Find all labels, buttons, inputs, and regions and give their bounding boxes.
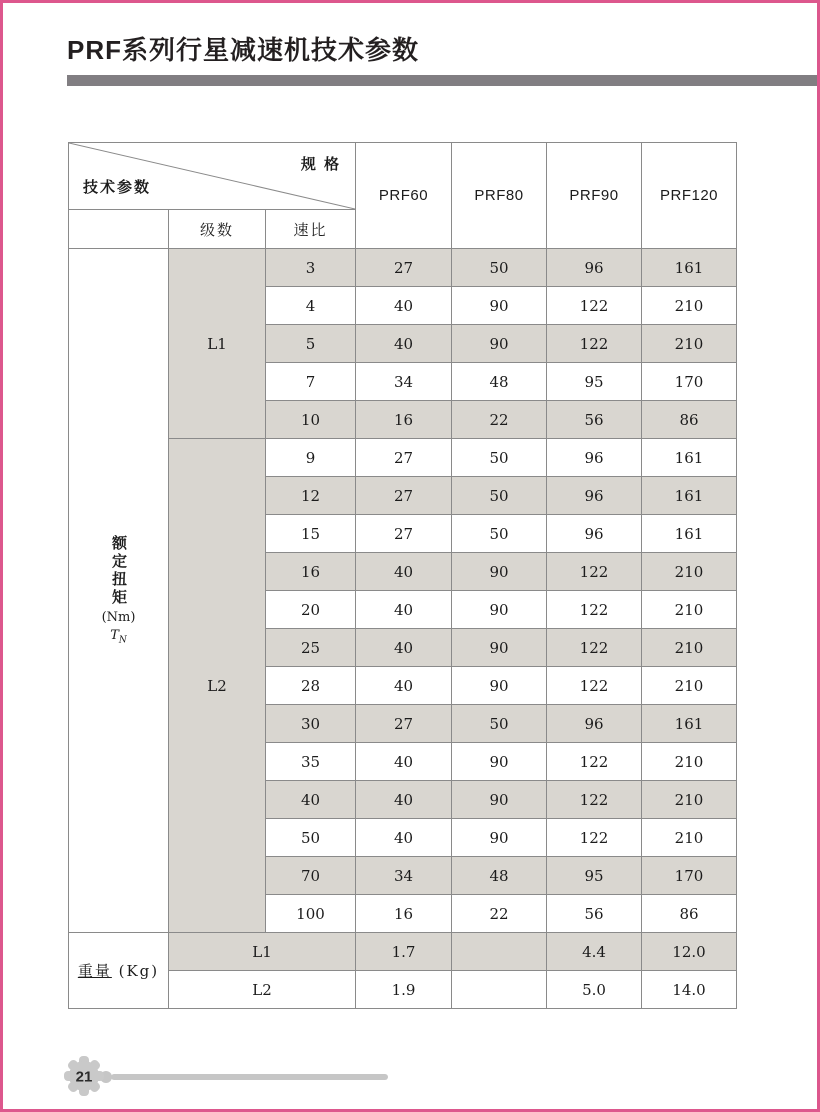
value-cell: 40 (356, 819, 452, 857)
page-number-badge (61, 1053, 107, 1104)
value-cell: 14.0 (642, 971, 737, 1009)
spec-table (68, 142, 737, 1009)
value-cell: 90 (452, 781, 547, 819)
torque-symbol: $T_N$ (110, 628, 127, 646)
value-cell: 96 (547, 705, 642, 743)
value-cell: 40 (356, 591, 452, 629)
ratio-cell: 30 (266, 705, 356, 743)
value-cell: 50 (452, 515, 547, 553)
gear-icon (61, 1053, 107, 1099)
value-cell: 96 (547, 439, 642, 477)
value-cell: 40 (356, 287, 452, 325)
value-cell: 161 (642, 515, 737, 553)
value-cell: 161 (642, 705, 737, 743)
col-header-prf80: PRF80 (452, 143, 547, 249)
title-underline-bar (67, 75, 817, 86)
table-row (69, 933, 737, 971)
value-cell: 122 (547, 287, 642, 325)
value-cell: 210 (642, 819, 737, 857)
value-cell: 96 (547, 515, 642, 553)
value-cell (452, 933, 547, 971)
value-cell: 16 (356, 895, 452, 933)
value-cell: 4.4 (547, 933, 642, 971)
value-cell: 210 (642, 667, 737, 705)
value-cell: 34 (356, 363, 452, 401)
torque-label (69, 249, 169, 933)
value-cell: 16 (356, 401, 452, 439)
ratio-cell: 70 (266, 857, 356, 895)
ratio-cell: 50 (266, 819, 356, 857)
value-cell: 12.0 (642, 933, 737, 971)
ratio-cell: 100 (266, 895, 356, 933)
value-cell: 40 (356, 553, 452, 591)
col-header-prf60: PRF60 (356, 143, 452, 249)
value-cell: 170 (642, 363, 737, 401)
value-cell: 90 (452, 591, 547, 629)
ratio-cell: 16 (266, 553, 356, 591)
value-cell: 210 (642, 629, 737, 667)
value-cell: 210 (642, 781, 737, 819)
value-cell: 90 (452, 667, 547, 705)
value-cell: 122 (547, 781, 642, 819)
value-cell: 210 (642, 325, 737, 363)
weight-label: 重量 (Kg) (69, 933, 169, 1009)
ratio-cell: 12 (266, 477, 356, 515)
value-cell: 27 (356, 515, 452, 553)
value-cell: 1.7 (356, 933, 452, 971)
footer-line (111, 1074, 388, 1080)
table-row (69, 971, 737, 1009)
value-cell: 86 (642, 401, 737, 439)
value-cell: 161 (642, 249, 737, 287)
value-cell: 50 (452, 249, 547, 287)
value-cell: 27 (356, 439, 452, 477)
corner-label-spec: 规 格 (300, 156, 341, 173)
value-cell: 122 (547, 819, 642, 857)
value-cell: 90 (452, 819, 547, 857)
value-cell: 40 (356, 781, 452, 819)
ratio-cell: 20 (266, 591, 356, 629)
table-row (69, 249, 737, 287)
value-cell: 56 (547, 895, 642, 933)
value-cell: 27 (356, 249, 452, 287)
value-cell: 40 (356, 743, 452, 781)
weight-stage-cell-l1: L1 (169, 933, 356, 971)
ratio-cell: 7 (266, 363, 356, 401)
weight-stage-cell-l2: L2 (169, 971, 356, 1009)
value-cell: 170 (642, 857, 737, 895)
value-cell: 90 (452, 287, 547, 325)
value-cell: 122 (547, 667, 642, 705)
table-header-row (69, 143, 737, 210)
corner-label-tech-params: 技术参数 (83, 179, 152, 196)
table-row (69, 439, 737, 477)
ratio-cell: 10 (266, 401, 356, 439)
value-cell: 95 (547, 857, 642, 895)
ratio-cell: 25 (266, 629, 356, 667)
value-cell: 161 (642, 477, 737, 515)
value-cell: 122 (547, 591, 642, 629)
col-header-prf90: PRF90 (547, 143, 642, 249)
value-cell: 122 (547, 553, 642, 591)
value-cell: 40 (356, 325, 452, 363)
value-cell (452, 971, 547, 1009)
value-cell: 22 (452, 895, 547, 933)
value-cell: 210 (642, 553, 737, 591)
value-cell: 48 (452, 363, 547, 401)
ratio-cell: 5 (266, 325, 356, 363)
value-cell: 122 (547, 743, 642, 781)
value-cell: 40 (356, 667, 452, 705)
value-cell: 86 (642, 895, 737, 933)
empty-cell (69, 210, 169, 249)
value-cell: 40 (356, 629, 452, 667)
stage-cell-l1: L1 (169, 249, 266, 439)
value-cell: 48 (452, 857, 547, 895)
value-cell: 95 (547, 363, 642, 401)
col-header-prf120: PRF120 (642, 143, 737, 249)
value-cell: 122 (547, 325, 642, 363)
value-cell: 34 (356, 857, 452, 895)
value-cell: 210 (642, 743, 737, 781)
value-cell: 5.0 (547, 971, 642, 1009)
ratio-cell: 15 (266, 515, 356, 553)
subheader-stages: 级数 (169, 210, 266, 249)
ratio-cell: 40 (266, 781, 356, 819)
value-cell: 210 (642, 287, 737, 325)
value-cell: 27 (356, 477, 452, 515)
page-title: PRF系列行星减速机技术参数 (67, 35, 420, 65)
ratio-cell: 9 (266, 439, 356, 477)
value-cell: 50 (452, 477, 547, 515)
corner-cell (69, 143, 356, 210)
ratio-cell: 4 (266, 287, 356, 325)
value-cell: 22 (452, 401, 547, 439)
value-cell: 96 (547, 249, 642, 287)
ratio-cell: 28 (266, 667, 356, 705)
value-cell: 50 (452, 439, 547, 477)
value-cell: 90 (452, 743, 547, 781)
value-cell: 56 (547, 401, 642, 439)
value-cell: 90 (452, 325, 547, 363)
ratio-cell: 35 (266, 743, 356, 781)
value-cell: 1.9 (356, 971, 452, 1009)
value-cell: 210 (642, 591, 737, 629)
value-cell: 96 (547, 477, 642, 515)
subheader-ratio: 速比 (266, 210, 356, 249)
value-cell: 90 (452, 553, 547, 591)
value-cell: 50 (452, 705, 547, 743)
value-cell: 27 (356, 705, 452, 743)
torque-label-vertical: 额定扭矩 (110, 535, 127, 608)
value-cell: 122 (547, 629, 642, 667)
ratio-cell: 3 (266, 249, 356, 287)
torque-unit: (Nm) (101, 610, 136, 626)
page-number: 21 (75, 1068, 93, 1086)
value-cell: 161 (642, 439, 737, 477)
stage-cell-l2: L2 (169, 439, 266, 933)
value-cell: 90 (452, 629, 547, 667)
